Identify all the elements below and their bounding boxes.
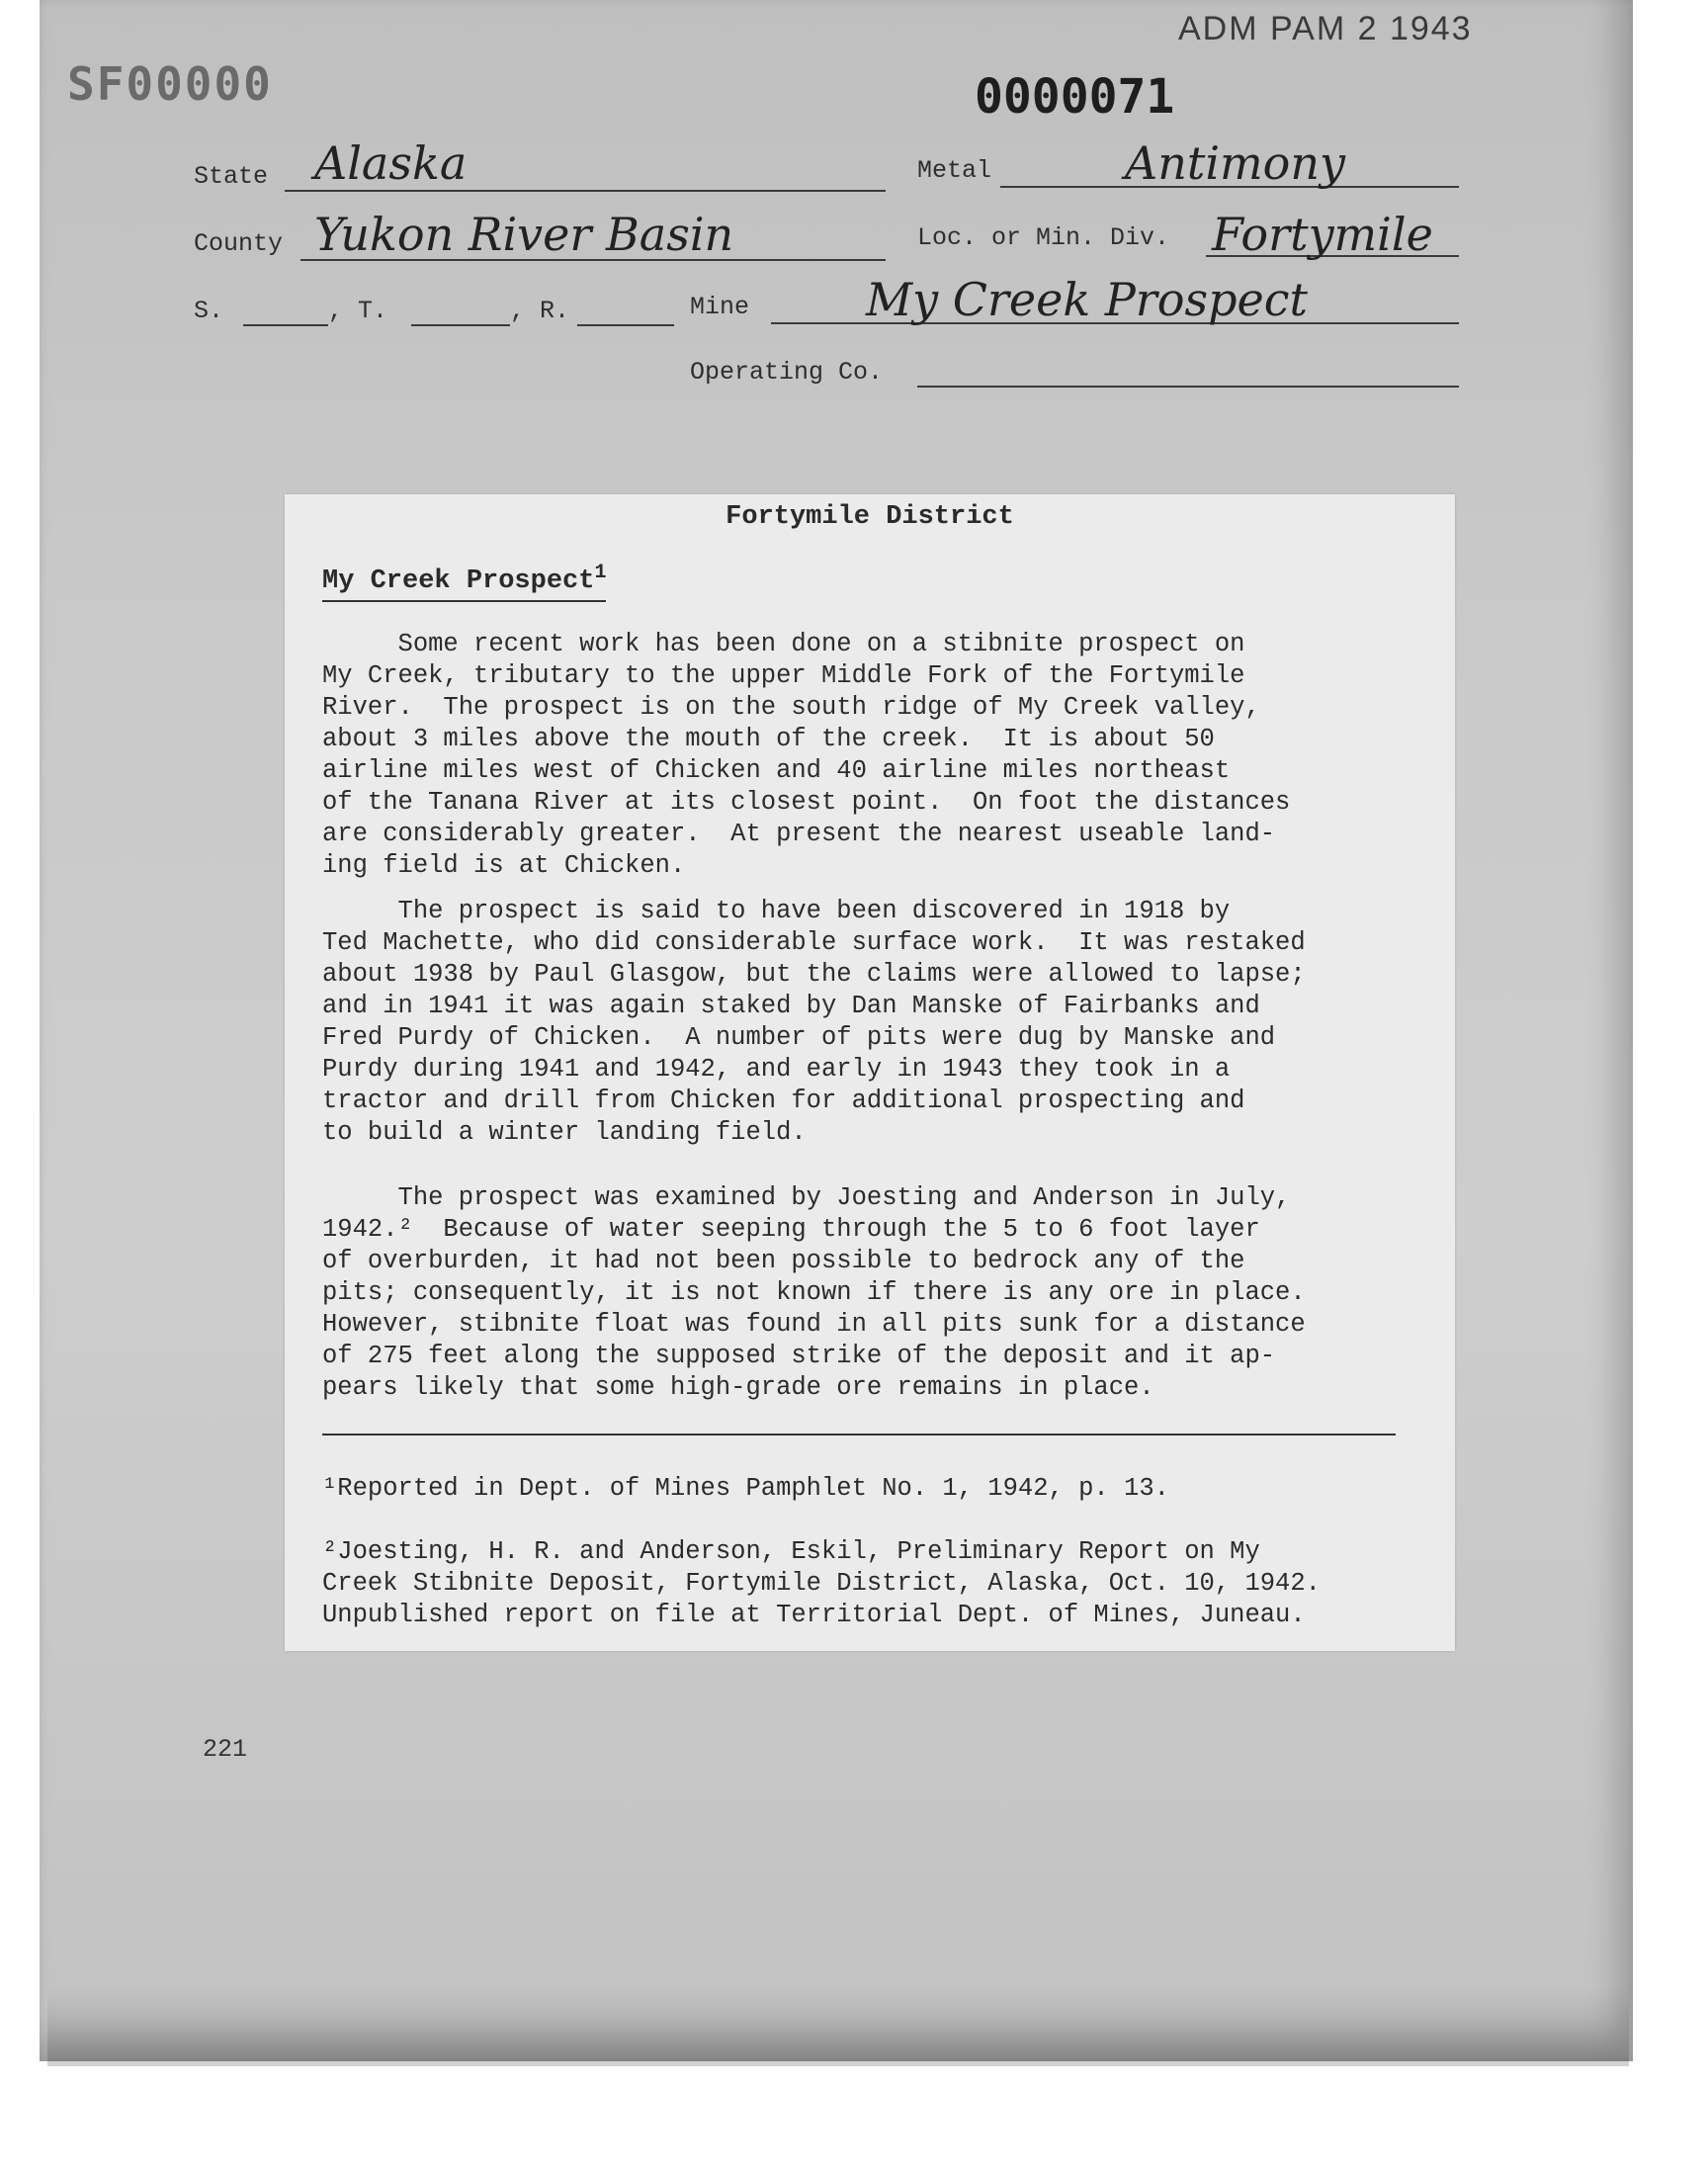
mine-label: Mine xyxy=(690,293,750,321)
prospect-subheading xyxy=(322,562,606,602)
section-label: S. xyxy=(194,297,224,325)
metal-value: Antimony xyxy=(1125,136,1345,190)
county-value: Yukon River Basin xyxy=(314,208,734,261)
sheet-bottom-shadow xyxy=(47,1987,1629,2066)
paragraph-2: The prospect is said to have been discovered in 1918 by Ted Machette, who did considerable surface work. It was restaked about 1938 by Paul Glasgow, but the claims were allowed to lapse; and in 1941 it was again staked by Dan Manske of Fairbanks and Fred Purdy of Chicken. A number of pits were dug by Manske and Purdy during 1941 and 1942, and early in 1943 they took in a tractor and drill from Chicken for additional prospecting and to build a winter landing field. xyxy=(322,897,1306,1147)
township-label: , T. xyxy=(328,297,388,325)
paragraph-1: Some recent work has been done on a stibnite prospect on My Creek, tributary to the upper Middle Fork of the Fortymile River. The prospect is on the south ridge of My Creek valley, about 3 miles above the mouth of the creek. It is about 50 airline miles west of Chicken and 40 airline miles northeast of the Tanana River at its closest point. On foot the distances are considerably greater. At present the nearest useable land- ing field is at Chicken. xyxy=(322,630,1291,880)
range-label: , R. xyxy=(510,297,570,325)
paragraph-3: The prospect was examined by Joesting and Anderson in July, 1942.² Because of water seeping through the 5 to 6 foot layer of overburden, it had not been possible to bedrock any of the pits; consequently, it is not known if there is any ore in place. However, stibnite float was found in all pits sunk for a distance of 275 feet along the supposed strike of the deposit and it ap- pears likely that some high-grade ore remains in place. xyxy=(322,1183,1306,1402)
loc-value: Fortymile xyxy=(1212,208,1433,261)
loc-label: Loc. or Min. Div. xyxy=(917,223,1170,252)
state-line xyxy=(285,190,886,192)
report-slip xyxy=(285,494,1455,1651)
range-line xyxy=(577,324,674,326)
state-label: State xyxy=(194,162,269,191)
footnote-2: ²Joesting, H. R. and Anderson, Eskil, Preliminary Report on My Creek Stibnite Deposit, Fortymile District, Alaska, Oct. 10, 1942. Unpublished report on file at Territorial Dept. of Mines, Juneau. xyxy=(322,1537,1321,1629)
footnote-1: ¹Reported in Dept. of Mines Pamphlet No. 1, 1942, p. 13. xyxy=(322,1474,1169,1503)
subheading-footnote-marker: 1 xyxy=(594,562,607,584)
district-title: Fortymile District xyxy=(726,502,1014,532)
section-line xyxy=(243,324,328,326)
mine-value: My Creek Prospect xyxy=(866,273,1308,326)
adm-pam-stamp: ADM PAM 2 1943 xyxy=(1178,10,1473,47)
county-label: County xyxy=(194,229,284,258)
page-number: 221 xyxy=(203,1735,248,1764)
serial-stamp: SF00000 xyxy=(67,57,273,111)
operating-co-line xyxy=(917,386,1459,388)
metal-label: Metal xyxy=(917,156,992,185)
prospect-subheading-text: My Creek Prospect xyxy=(322,566,595,596)
footnote-divider xyxy=(322,1434,1396,1436)
document-number-stamp: 0000071 xyxy=(975,69,1175,125)
township-line xyxy=(411,324,510,326)
state-value: Alaska xyxy=(314,136,468,190)
operating-co-label: Operating Co. xyxy=(690,358,884,387)
